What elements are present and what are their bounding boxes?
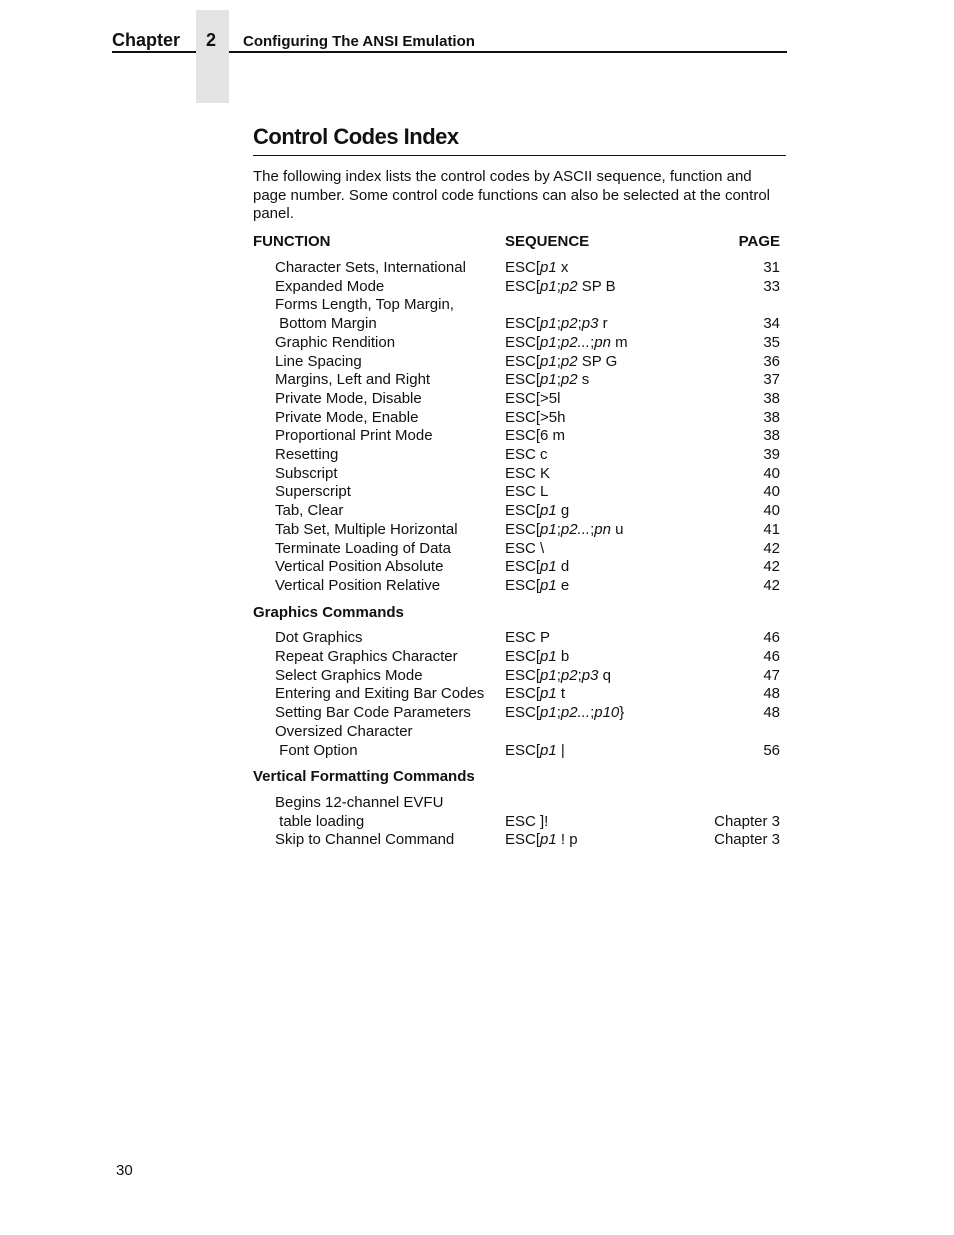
page-cell: 38 [763,427,780,445]
table-header-row [0,232,954,251]
group-heading-row [0,603,954,622]
sequence-cell: ESC[p1;p2;p3 r [505,315,608,333]
sequence-cell: ESC[p1 e [505,576,570,594]
page-cell: 42 [763,558,780,576]
page-cell: 41 [763,520,780,538]
function-cell: Character Sets, International [275,259,466,276]
function-cell: Font Option [275,741,358,759]
page-cell: Chapter 3 [714,812,780,830]
function-cell: Tab Set, Multiple Horizontal [275,520,458,538]
function-cell: Forms Length, Top Margin, [275,296,454,314]
table-row [0,277,954,296]
table-row [0,333,954,352]
page-cell: 46 [763,629,780,647]
group-heading-row [0,767,954,786]
function-cell: Repeat Graphics Character [275,648,458,665]
function-cell: Begins 12-channel EVFU [275,793,444,811]
function-cell: Dot Graphics [275,629,363,647]
column-header-page: PAGE [738,233,780,250]
page-cell: 34 [763,315,780,333]
sequence-cell: ESC[p1;p2 s [505,371,590,389]
page-cell: 40 [763,502,780,520]
table-row [0,793,954,812]
function-cell: Private Mode, Disable [275,389,422,407]
section-title-rule [253,155,786,156]
sequence-cell: ESC[p1 g [505,502,570,520]
table-row [0,576,954,595]
page-cell: 47 [763,666,780,684]
sequence-cell: ESC[p1;p2 SP G [505,352,618,370]
header-rule-left [112,51,196,53]
page-cell: 39 [763,446,780,463]
function-cell: Bottom Margin [275,315,377,333]
function-cell: Line Spacing [275,352,362,370]
table-row [0,666,954,685]
sequence-cell: ESC[>5h [505,408,566,426]
function-cell: Expanded Mode [275,277,385,295]
chapter-label: Chapter [112,30,181,50]
sequence-cell: ESC[6 m [505,427,566,445]
table-row [0,258,954,277]
table-row [0,389,954,408]
sequence-cell: ESC[p1 b [505,648,570,665]
page-cell: 37 [763,371,780,389]
function-cell: Subscript [275,464,338,482]
page-cell: 35 [763,333,780,351]
group-heading: Graphics Commands [253,603,404,621]
sequence-cell: ESC[p1 | [505,741,565,759]
function-cell: Skip to Channel Command [275,831,455,849]
function-cell: Terminate Loading of Data [275,539,451,557]
page-cell: 40 [763,464,780,482]
function-cell: Superscript [275,483,351,501]
table-row [0,684,954,703]
sequence-cell: ESC[p1 ! p [505,831,578,849]
sequence-cell: ESC[p1;p2;p3 q [505,666,611,684]
table-row [0,408,954,427]
page-cell: 40 [763,483,780,501]
table-row [0,501,954,520]
table-row [0,812,954,831]
table-row [0,352,954,371]
page-cell: Chapter 3 [714,831,780,849]
function-cell: table loading [275,812,365,830]
table-row [0,647,954,666]
page-cell: 38 [763,389,780,407]
sequence-cell: ESC[p1;p2...;pn u [505,520,624,538]
page-cell: 46 [763,648,780,665]
table-row [0,703,954,722]
sequence-cell: ESC P [505,629,551,647]
table-row [0,830,954,849]
chapter-tab [196,10,229,103]
table-row [0,445,954,464]
running-header-title: Configuring The ANSI Emulation [243,33,475,50]
header-rule-right [229,51,787,53]
column-header-sequence: SEQUENCE [505,233,590,250]
table-row [0,628,954,647]
intro-paragraph: The following index lists the control codes by ASCII sequence, function and page number. Some control code functions can also be selected at the control panel. [253,168,770,223]
sequence-cell: ESC[p1 t [505,685,566,703]
sequence-cell: ESC[p1 d [505,558,570,576]
table-row [0,370,954,389]
table-row [0,539,954,558]
function-cell: Tab, Clear [275,502,344,520]
sequence-cell: ESC[p1;p2...;pn m [505,333,628,351]
sequence-cell: ESC[p1;p2 SP B [505,277,616,295]
sequence-cell: ESC K [505,464,551,482]
sequence-cell: ESC[>5l [505,389,561,407]
function-cell: Entering and Exiting Bar Codes [275,685,485,703]
function-cell: Vertical Position Absolute [275,558,444,576]
sequence-cell: ESC \ [505,539,545,557]
page-cell: 36 [763,352,780,370]
page-number: 30 [116,1162,133,1179]
chapter-number: 2 [206,30,217,50]
function-cell: Resetting [275,446,339,463]
page-cell: 42 [763,539,780,557]
function-cell: Oversized Character [275,722,413,740]
page-cell: 48 [763,685,780,703]
page-cell: 48 [763,704,780,722]
function-cell: Select Graphics Mode [275,666,423,684]
sequence-cell: ESC[p1 x [505,259,569,276]
table-row [0,722,954,741]
section-title: Control Codes Index [253,124,459,149]
sequence-cell: ESC ]! [505,812,549,830]
table-row [0,520,954,539]
page-cell: 33 [763,277,780,295]
table-row [0,557,954,576]
function-cell: Proportional Print Mode [275,427,433,445]
page-cell: 56 [763,741,780,759]
function-cell: Margins, Left and Right [275,371,431,389]
column-header-function: FUNCTION [253,233,331,250]
page-cell: 31 [763,259,780,276]
group-heading: Vertical Formatting Commands [253,768,475,786]
table-row [0,482,954,501]
function-cell: Setting Bar Code Parameters [275,704,471,722]
page-cell: 42 [763,576,780,594]
sequence-cell: ESC L [505,483,549,501]
table-row [0,295,954,314]
table-row [0,464,954,483]
table-row [0,314,954,333]
page-cell: 38 [763,408,780,426]
function-cell: Vertical Position Relative [275,576,441,594]
sequence-cell: ESC c [505,446,548,463]
table-row [0,426,954,445]
function-cell: Graphic Rendition [275,333,396,351]
sequence-cell: ESC[p1;p2...;p10} [505,704,625,722]
table-row [0,741,954,760]
function-cell: Private Mode, Enable [275,408,419,426]
